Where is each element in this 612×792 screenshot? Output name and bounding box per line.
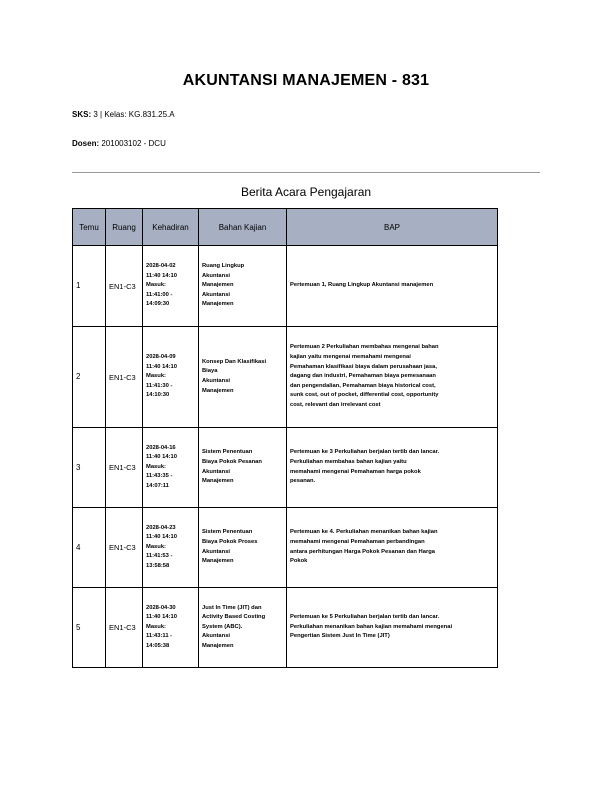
- cell-bahan-kajian-line: Activity Based Costing: [202, 614, 266, 621]
- cell-bahan-kajian-line: Manajemen: [202, 387, 234, 394]
- cell-kehadiran-line: 11:41:53 -: [146, 553, 173, 560]
- cell-kehadiran-line: Masuk:: [146, 373, 166, 380]
- cell-kehadiran-line: 2028-04-09: [146, 354, 176, 361]
- cell-bahan-kajian-line: Akuntansi: [202, 272, 231, 279]
- cell-bahan-kajian-line: Akuntansi: [202, 633, 231, 640]
- cell-kehadiran-line: 14:09:30: [146, 301, 170, 308]
- cell-bahan-kajian-line: Biaya Pokok Proses: [202, 538, 258, 545]
- cell-kehadiran-line: 2028-04-30: [146, 604, 176, 611]
- bap-table: [72, 208, 498, 668]
- cell-bahan-kajian-line: Akuntansi: [202, 378, 231, 384]
- cell-bap-line: antara perhitungan Harga Pokok Pesanan dan Harga: [290, 548, 435, 555]
- table-row: [73, 508, 498, 588]
- cell-bahan-kajian: [199, 508, 287, 588]
- cell-bap: [287, 508, 498, 588]
- cell-bap-line: Perkuliahan menanikan bahan kajian memahami mengenai: [290, 623, 453, 630]
- divider: [72, 172, 540, 173]
- cell-bahan-kajian-line: Akuntansi: [202, 548, 231, 555]
- cell-bap-line: memahami mengenai Pemahaman harga pokok: [290, 468, 421, 475]
- header-kehadiran: Kehadiran: [143, 209, 199, 246]
- section-title: Berita Acara Pengajaran: [240, 185, 372, 199]
- table-body: [73, 246, 498, 668]
- cell-kehadiran-line: 11:40 14:10: [146, 614, 177, 621]
- table-header-row: [73, 209, 498, 246]
- cell-temu: 2: [73, 327, 106, 428]
- cell-bap-line: Pertemuan 2 Perkuliahan membahas mengenai bahan: [290, 344, 439, 351]
- cell-kehadiran: [143, 246, 199, 327]
- cell-kehadiran-line: Masuk:: [146, 623, 166, 630]
- cell-bap-line: kajian yaitu mengenai memahami mengenai: [290, 354, 411, 361]
- cell-bahan-kajian-line: System (ABC).: [202, 623, 243, 630]
- cell-bahan-kajian-line: Sistem Penentuan: [202, 449, 253, 456]
- table-row: [73, 588, 498, 668]
- cell-bap-line: dagang dan industri, Pemahaman biaya pemesanaan: [290, 373, 436, 380]
- cell-bahan-kajian-line: Akuntansi: [202, 291, 231, 298]
- course-lecturer: [72, 139, 166, 148]
- cell-kehadiran-line: 11:41:30 -: [146, 382, 173, 389]
- dosen-value: 201003102 - DCU: [101, 139, 166, 148]
- table-row: [73, 327, 498, 428]
- cell-kehadiran-line: 11:41:00 -: [146, 291, 173, 298]
- sks-value: 3 | Kelas: KG.831.25.A: [93, 110, 175, 119]
- cell-kehadiran-line: 11:40 14:10: [146, 272, 177, 279]
- cell-ruang: EN1-C3: [106, 428, 143, 508]
- cell-bap-line: Pertemuan 1, Ruang Lingkup Akuntansi manajemen: [290, 282, 434, 289]
- cell-bap-line: Pokok: [290, 558, 308, 565]
- table-row: [73, 428, 498, 508]
- cell-bap-line: memahami mengenai Pemahaman perbandingan: [290, 538, 425, 545]
- cell-bap-line: cost, relevant dan irrelevant cost: [290, 401, 381, 408]
- sks-label: SKS:: [72, 110, 92, 119]
- cell-kehadiran-line: 14:05:38: [146, 642, 170, 649]
- cell-kehadiran: [143, 508, 199, 588]
- cell-kehadiran-line: Masuk:: [146, 543, 166, 550]
- cell-bahan-kajian-line: Ruang Lingkup: [202, 263, 245, 270]
- cell-bahan-kajian-line: Biaya Pokok Pesanan: [202, 458, 262, 465]
- cell-bap: [287, 246, 498, 327]
- header-bahan-kajian: Bahan Kajian: [199, 209, 287, 246]
- page-title: AKUNTANSI MANAJEMEN - 831: [182, 72, 430, 89]
- cell-bahan-kajian-line: Manajemen: [202, 478, 234, 485]
- cell-ruang: EN1-C3: [106, 588, 143, 668]
- cell-kehadiran-line: 14:10:30: [146, 392, 170, 399]
- cell-kehadiran-line: 13:58:58: [146, 562, 170, 569]
- cell-kehadiran-line: 11:40 14:10: [146, 363, 177, 370]
- dosen-label: Dosen:: [72, 139, 100, 148]
- cell-kehadiran-line: 11:43:35 -: [146, 473, 173, 480]
- cell-bahan-kajian-line: Konsep Dan Klasifikasi: [202, 358, 267, 365]
- cell-kehadiran-line: Masuk:: [146, 282, 166, 289]
- table-row: [73, 246, 498, 327]
- cell-bahan-kajian-line: Biaya: [202, 368, 218, 375]
- cell-bahan-kajian-line: Manajemen: [202, 301, 234, 308]
- cell-temu: 3: [73, 428, 106, 508]
- cell-kehadiran-line: 2028-04-02: [146, 263, 176, 270]
- cell-kehadiran-line: 11:40 14:10: [146, 534, 177, 541]
- cell-temu: 1: [73, 246, 106, 327]
- cell-bap-line: Pertemuan ke 5 Perkuliahan berjalan tertib dan lancar.: [290, 614, 440, 621]
- cell-bahan-kajian: [199, 588, 287, 668]
- header-ruang: Ruang: [106, 209, 143, 246]
- header-temu: Temu: [73, 209, 106, 246]
- cell-kehadiran-line: 11:43:11 -: [146, 633, 173, 640]
- cell-bap: [287, 327, 498, 428]
- cell-temu: 5: [73, 588, 106, 668]
- header-bap: BAP: [287, 209, 498, 246]
- cell-kehadiran-line: 2028-04-23: [146, 524, 176, 531]
- cell-bap-line: Pertemuan ke 4. Perkuliahan menanikan bahan kajian: [290, 529, 438, 536]
- course-sks-class: [72, 110, 175, 119]
- cell-bap-line: Pemahaman klasifikasi biaya dalam perusahaan jasa,: [290, 363, 437, 370]
- cell-bahan-kajian-line: Manajemen: [202, 642, 234, 649]
- cell-bahan-kajian-line: Manajemen: [202, 558, 234, 565]
- cell-ruang: EN1-C3: [106, 246, 143, 327]
- cell-kehadiran: [143, 428, 199, 508]
- cell-kehadiran-line: 11:40 14:10: [146, 454, 177, 461]
- cell-bap-line: dan pengendalian, Pemahaman biaya historical cost,: [290, 382, 436, 389]
- cell-bap-line: Pertemuan ke 3 Perkuliahan berjalan tertib dan lancar.: [290, 449, 440, 456]
- cell-bap-line: Pengertian Sistem Just In Time (JIT): [290, 633, 390, 640]
- cell-bahan-kajian-line: Akuntansi: [202, 468, 231, 475]
- cell-bahan-kajian-line: Just In Time (JIT) dan: [202, 604, 262, 611]
- cell-temu: 4: [73, 508, 106, 588]
- cell-kehadiran-line: 2028-04-16: [146, 444, 176, 451]
- cell-ruang: EN1-C3: [106, 327, 143, 428]
- cell-bahan-kajian: [199, 327, 287, 428]
- cell-bap-line: sunk cost, out of pocket, differential cost, opportunity: [290, 392, 439, 399]
- cell-bahan-kajian-line: Manajemen: [202, 282, 234, 289]
- cell-ruang: EN1-C3: [106, 508, 143, 588]
- cell-bahan-kajian: [199, 428, 287, 508]
- cell-bahan-kajian-line: Sistem Penentuan: [202, 529, 253, 536]
- cell-bap-line: pesanan.: [290, 478, 316, 485]
- cell-bap: [287, 588, 498, 668]
- cell-kehadiran: [143, 327, 199, 428]
- cell-kehadiran: [143, 588, 199, 668]
- cell-kehadiran-line: Masuk:: [146, 463, 166, 470]
- cell-bap-line: Perkuliahan membahas bahan kajian yaitu: [290, 458, 407, 465]
- cell-kehadiran-line: 14:07:11: [146, 482, 169, 489]
- cell-bap: [287, 428, 498, 508]
- cell-bahan-kajian: [199, 246, 287, 327]
